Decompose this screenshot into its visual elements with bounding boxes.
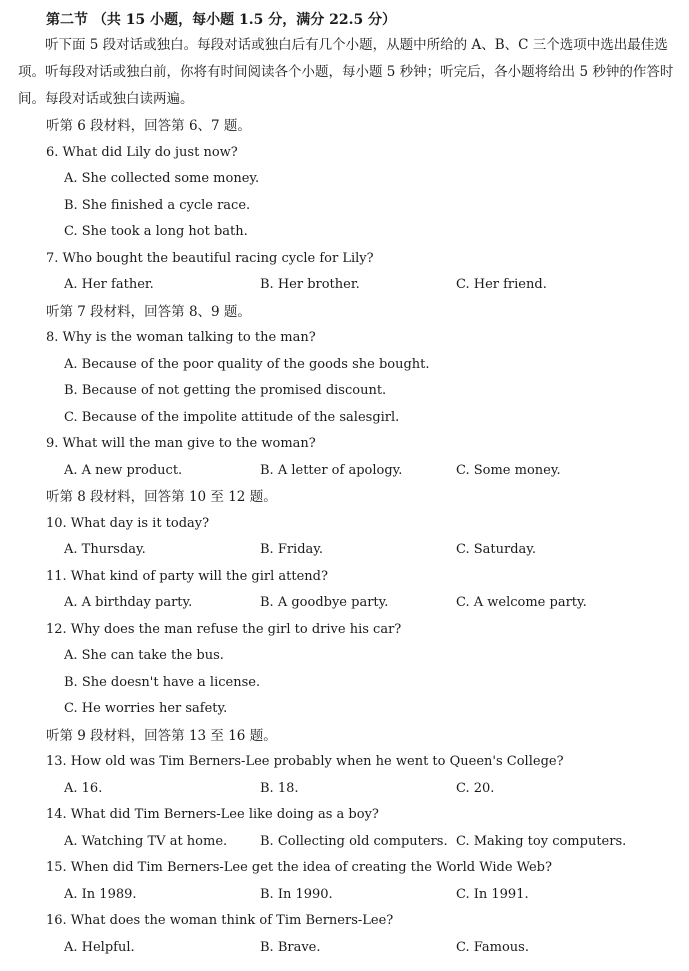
option-c: C. Because of the impolite attitude of the salesgirl. xyxy=(64,409,400,425)
option-b: B. Collecting old computers. xyxy=(260,833,448,849)
option-c: C. She took a long hot bath. xyxy=(64,224,248,239)
options-row xyxy=(18,458,679,485)
option-c: C. A welcome party. xyxy=(456,595,587,610)
question-group xyxy=(18,113,679,299)
question xyxy=(18,802,679,855)
option-c: C. Some money. xyxy=(456,462,561,478)
question xyxy=(18,511,679,564)
option-c: C. Her friend. xyxy=(456,277,547,292)
question-stem: 12. Why does the man refuse the girl to drive his car? xyxy=(46,621,402,637)
question xyxy=(18,325,679,431)
question-stem: 14. What did Tim Berners-Lee like doing as a boy? xyxy=(46,807,379,822)
group-heading: 听第 9 段材料，回答第 13 至 16 题。 xyxy=(46,727,277,744)
options-row xyxy=(18,537,679,564)
option-a: A. She collected some money. xyxy=(64,171,260,186)
question-stem: 7. Who bought the beautiful racing cycle for Lily? xyxy=(46,250,374,266)
question xyxy=(18,617,679,723)
option-b: B. In 1990. xyxy=(260,886,333,902)
question-stem: 6. What did Lily do just now? xyxy=(46,144,238,160)
options-row xyxy=(18,590,679,617)
option-a: A. Helpful. xyxy=(64,939,135,955)
question xyxy=(18,564,679,617)
question xyxy=(18,749,679,802)
options-row xyxy=(18,829,679,856)
question-groups xyxy=(18,113,679,961)
option-b: B. Brave. xyxy=(260,939,321,955)
group-heading: 听第 6 段材料，回答第 6、7 题。 xyxy=(46,118,251,134)
question-stem: 15. When did Tim Berners-Lee get the idea of creating the World Wide Web? xyxy=(46,860,552,875)
options-row xyxy=(18,935,679,962)
option-c: C. Saturday. xyxy=(456,542,537,557)
group-heading: 听第 8 段材料，回答第 10 至 12 题。 xyxy=(46,489,277,505)
option-b: B. Her brother. xyxy=(260,277,360,292)
question-stem: 10. What day is it today? xyxy=(46,515,210,531)
question xyxy=(18,246,679,299)
question-stem: 9. What will the man give to the woman? xyxy=(46,436,316,451)
question-group xyxy=(18,723,679,962)
question xyxy=(18,431,679,484)
option-a: A. Watching TV at home. xyxy=(64,833,228,849)
option-b: B. A goodbye party. xyxy=(260,595,389,610)
option-a: A. 16. xyxy=(64,780,103,796)
question xyxy=(18,908,679,961)
option-c: C. 20. xyxy=(456,780,495,796)
option-b: B. She finished a cycle race. xyxy=(64,197,251,213)
option-a: A. She can take the bus. xyxy=(64,648,224,663)
question xyxy=(18,140,679,246)
group-heading: 听第 7 段材料，回答第 8、9 题。 xyxy=(46,303,251,320)
option-c: C. In 1991. xyxy=(456,886,529,902)
question-group xyxy=(18,484,679,723)
option-b: B. A letter of apology. xyxy=(260,462,403,478)
options-row xyxy=(18,776,679,803)
question-stem: 8. Why is the woman talking to the man? xyxy=(46,330,316,345)
section-title: 第二节 （共 15 小题，每小题 1.5 分，满分 22.5 分） xyxy=(46,12,397,28)
question-stem: 16. What does the woman think of Tim Berners-Lee? xyxy=(46,913,394,928)
section-instructions: 听下面 5 段对话或独白。每段对话或独白后有几个小题，从题中所给的 A、B、C 三个选项中选出最佳选项。听每段对话或独白前，你将有时间阅读各个小题，每小题 5 秒钟；听完后，各小题将给出 5 秒钟的作答时间。每段对话或独白读两遍。 xyxy=(18,37,674,107)
option-c: C. He worries her safety. xyxy=(64,701,228,716)
options-row xyxy=(18,882,679,909)
option-a: A. Thursday. xyxy=(64,542,146,557)
options-row xyxy=(18,272,679,299)
option-a: A. A new product. xyxy=(64,462,183,478)
option-c: C. Making toy computers. xyxy=(456,833,627,849)
option-a: A. Her father. xyxy=(64,277,154,292)
option-b: B. Friday. xyxy=(260,542,324,557)
option-b: B. 18. xyxy=(260,780,299,796)
option-b: B. She doesn't have a license. xyxy=(64,674,261,690)
question-stem: 13. How old was Tim Berners-Lee probably when he went to Queen's College? xyxy=(46,754,564,769)
option-a: A. In 1989. xyxy=(64,886,137,902)
option-a: A. Because of the poor quality of the goods she bought. xyxy=(64,356,430,372)
option-a: A. A birthday party. xyxy=(64,595,193,610)
question-group xyxy=(18,299,679,485)
option-b: B. Because of not getting the promised discount. xyxy=(64,383,387,398)
question xyxy=(18,855,679,908)
question-stem: 11. What kind of party will the girl attend? xyxy=(46,568,328,584)
option-c: C. Famous. xyxy=(456,939,529,955)
